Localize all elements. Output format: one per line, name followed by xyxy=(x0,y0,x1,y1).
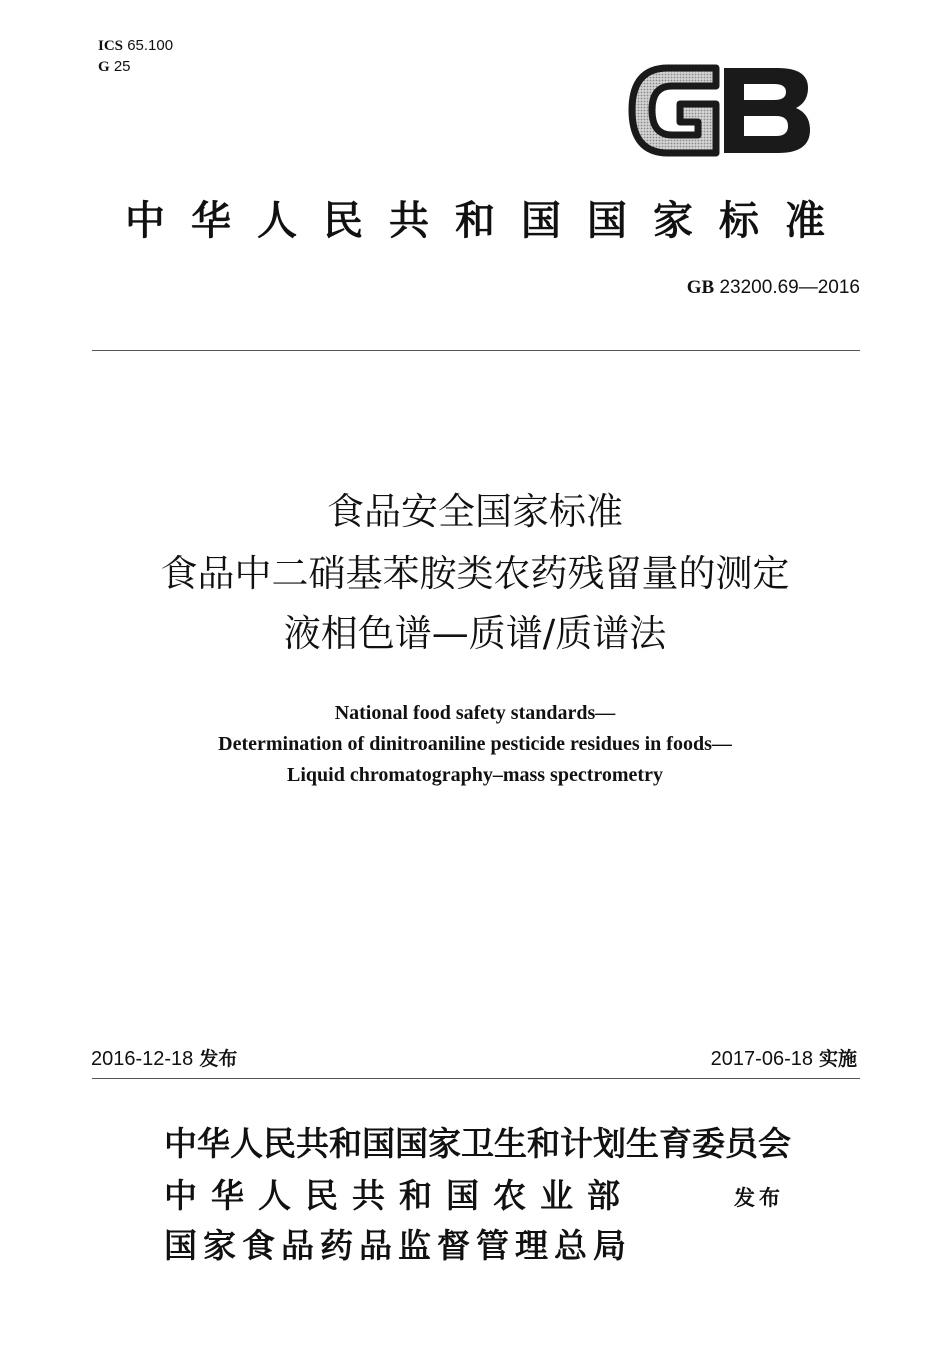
ccs-code xyxy=(98,57,131,77)
issuer-line1: 中华人民共和国国家卫生和计划生育委员会 xyxy=(164,1124,791,1163)
chinese-title-line1: 食品安全国家标准 xyxy=(327,490,623,533)
ics-value: 65.100 xyxy=(127,37,174,54)
publish-label: 发布 xyxy=(734,1186,784,1210)
english-title-line1: National food safety standards— xyxy=(334,702,616,724)
implementation-date xyxy=(711,1044,857,1071)
issue-date-value: 2016-12-18 xyxy=(91,1048,194,1070)
standard-number-prefix: GB xyxy=(686,277,715,298)
issuer-line3: 国家食品药品监督管理总局 xyxy=(164,1226,632,1265)
ics-code xyxy=(98,36,173,56)
ccs-key: G xyxy=(98,59,110,75)
ccs-value: 25 xyxy=(113,58,131,75)
gb-logo xyxy=(628,64,814,157)
issue-label: 发布 xyxy=(199,1048,238,1070)
chinese-title-line3: 液相色谱—质谱/质谱法 xyxy=(283,612,667,655)
english-title-line2: Determination of dinitroaniline pesticide residues in foods— xyxy=(218,733,732,755)
bottom-divider xyxy=(92,1078,860,1079)
standard-title: 中华人民共和国国家标准 xyxy=(125,198,851,244)
standard-number-value: 23200.69—2016 xyxy=(719,277,860,298)
top-divider xyxy=(92,350,860,351)
issuer-line2: 中华人民共和国农业部 xyxy=(164,1176,634,1215)
ics-key: ICS xyxy=(98,38,124,54)
standard-number xyxy=(687,277,860,299)
implementation-label: 实施 xyxy=(818,1048,857,1070)
english-title-line3: Liquid chromatography–mass spectrometry xyxy=(287,764,663,786)
implementation-date-value: 2017-06-18 xyxy=(710,1048,813,1070)
chinese-title-line2: 食品中二硝基苯胺类农药残留量的测定 xyxy=(160,552,790,595)
issue-date xyxy=(91,1044,237,1071)
